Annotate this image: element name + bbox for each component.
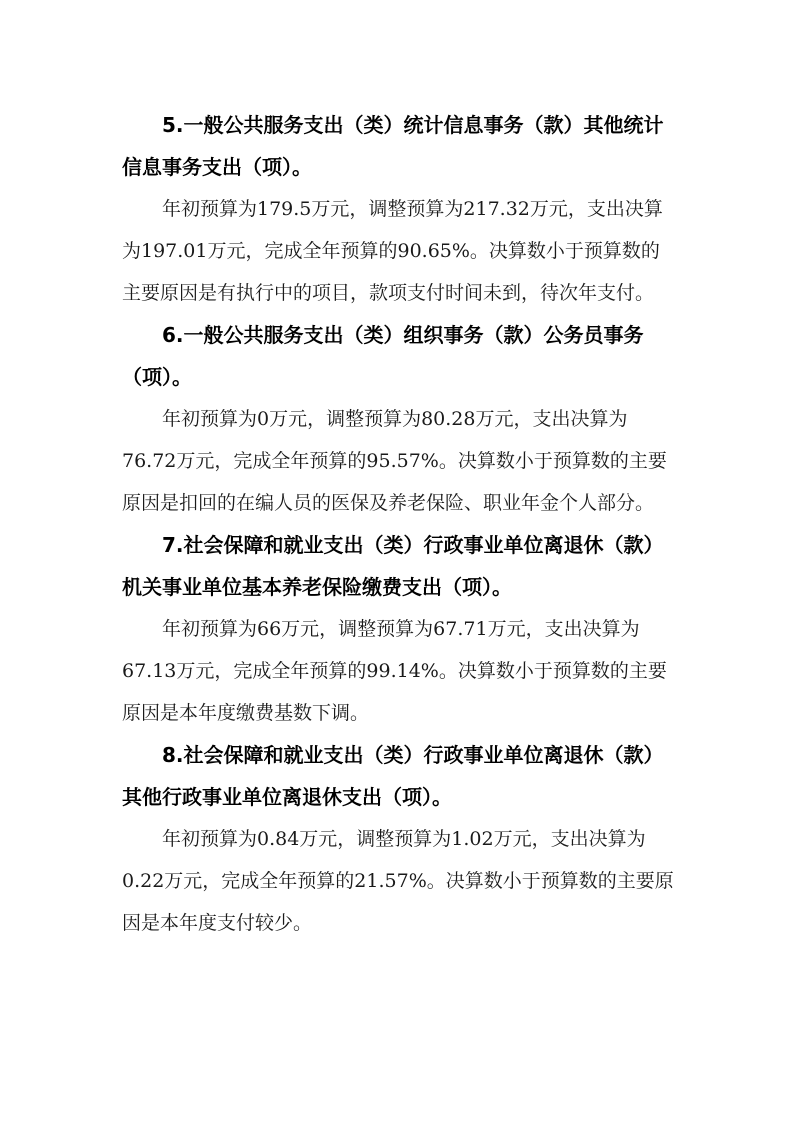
section-7-heading: 7.社会保障和就业支出（类）行政事业单位离退休（款）机关事业单位基本养老保险缴费支出（项）。 <box>122 533 664 599</box>
document-content <box>122 104 678 944</box>
section-8-body: 年初预算为0.84万元，调整预算为1.02万元，支出决算为0.22万元，完成全年预算的21.57%。决算数小于预算数的主要原因是本年度支付较少。 <box>122 828 674 934</box>
section-6-heading: 6.一般公共服务支出（类）组织事务（款）公务员事务（项）。 <box>122 323 644 389</box>
section-7-body: 年初预算为66万元，调整预算为67.71万元，支出决算为67.13万元，完成全年预算的99.14%。决算数小于预算数的主要原因是本年度缴费基数下调。 <box>122 618 667 724</box>
section-5-body: 年初预算为179.5万元，调整预算为217.32万元，支出决算为197.01万元，完成全年预算的90.65%。决算数小于预算数的主要原因是有执行中的项目，款项支付时间未到，待次年支付。 <box>122 198 663 304</box>
section-6-body: 年初预算为0万元，调整预算为80.28万元，支出决算为76.72万元，完成全年预算的95.57%。决算数小于预算数的主要原因是扣回的在编人员的医保及养老保险、职业年金个人部分。 <box>122 408 667 514</box>
section-8-heading: 8.社会保障和就业支出（类）行政事业单位离退休（款）其他行政事业单位离退休支出（项）。 <box>122 743 664 809</box>
section-5-heading: 5.一般公共服务支出（类）统计信息事务（款）其他统计信息事务支出（项）。 <box>122 113 664 179</box>
